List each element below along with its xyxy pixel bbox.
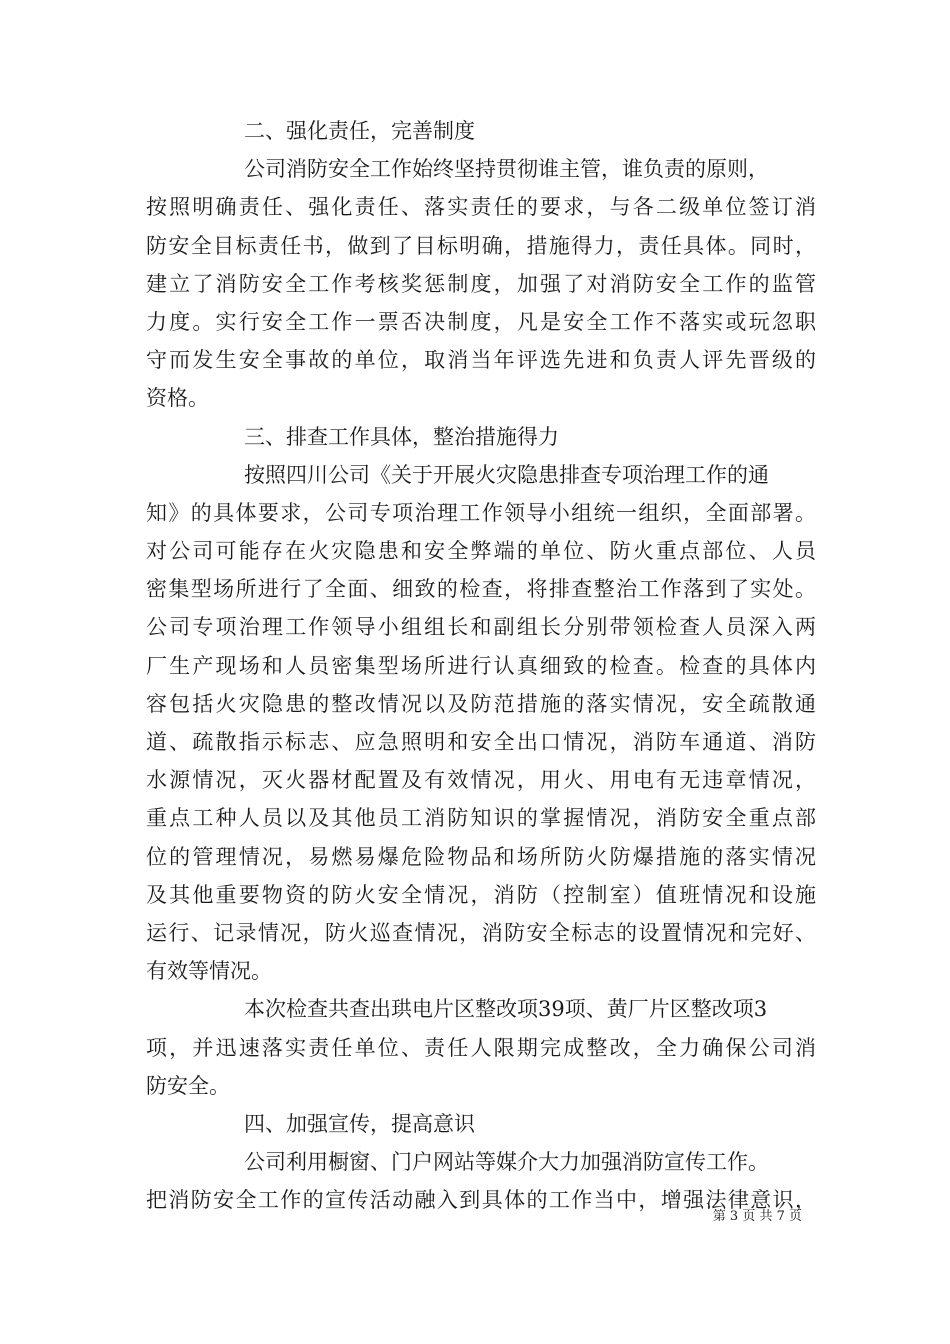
paragraph-line: 力度。实行安全工作一票否决制度，凡是安全工作不落实或玩忽职	[146, 309, 816, 334]
paragraph-line: 公司消防安全工作始终坚持贯彻谁主管，谁负责的原则，	[244, 157, 769, 182]
paragraph-line: 资格。	[146, 386, 209, 411]
paragraph-line: 位的管理情况，易燃易爆危险物品和场所防火防爆措施的落实情况	[146, 844, 816, 869]
paragraph-line: 对公司可能存在火灾隐患和安全弊端的单位、防火重点部位、人员	[146, 539, 816, 564]
paragraph-line: 防安全。	[146, 1073, 230, 1098]
paragraph-line: 守而发生安全事故的单位，取消当年评选先进和负责人评先晋级的	[146, 348, 816, 373]
paragraph-line: 建立了消防安全工作考核奖惩制度，加强了对消防安全工作的监管	[146, 271, 816, 296]
paragraph-line: 密集型场所进行了全面、细致的检查，将排查整治工作落到了实处。	[146, 577, 816, 602]
paragraph-line: 防安全目标责任书，做到了目标明确，措施得力，责任具体。同时，	[146, 233, 816, 258]
paragraph-line: 重点工种人员以及其他员工消防知识的掌握情况，消防安全重点部	[146, 806, 816, 831]
section-heading: 三、排查工作具体，整治措施得力	[244, 424, 559, 449]
page-number-footer: 第 3 页 共 7 页	[712, 1209, 802, 1224]
section-heading: 四、加强宣传，提高意识	[244, 1111, 475, 1136]
paragraph-line: 运行、记录情况，防火巡查情况，消防安全标志的设置情况和完好、	[146, 920, 816, 945]
paragraph-line: 项，并迅速落实责任单位、责任人限期完成整改，全力确保公司消	[146, 1035, 816, 1060]
paragraph-line: 水源情况，灭火器材配置及有效情况，用火、用电有无违章情况，	[146, 768, 816, 793]
paragraph-line: 把消防安全工作的宣传活动融入到具体的工作当中，增强法律意识，	[146, 1188, 816, 1213]
document-body	[146, 112, 816, 1219]
paragraph-line: 按照四川公司《关于开展火灾隐患排查专项治理工作的通	[244, 462, 769, 487]
section-heading: 二、强化责任，完善制度	[244, 119, 475, 143]
paragraph-line: 容包括火灾隐患的整改情况以及防范措施的落实情况，安全疏散通	[146, 691, 816, 716]
paragraph-line: 按照明确责任、强化责任、落实责任的要求，与各二级单位签订消	[146, 195, 816, 220]
paragraph-line: 道、疏散指示标志、应急照明和安全出口情况，消防车通道、消防	[146, 730, 816, 754]
paragraph-line: 知》的具体要求，公司专项治理工作领导小组统一组织，全面部署。	[146, 500, 816, 525]
paragraph-line: 公司专项治理工作领导小组组长和副组长分别带领检查人员深入两	[146, 615, 816, 640]
paragraph-line: 本次检查共查出珙电片区整改项39项、黄厂片区整改项3	[244, 997, 768, 1022]
paragraph-line: 及其他重要物资的防火安全情况，消防（控制室）值班情况和设施	[146, 882, 816, 907]
paragraph-line: 公司利用橱窗、门户网站等媒介大力加强消防宣传工作。	[244, 1150, 769, 1175]
paragraph-line: 有效等情况。	[146, 959, 272, 984]
paragraph-line: 厂生产现场和人员密集型场所进行认真细致的检查。检查的具体内	[146, 653, 816, 678]
